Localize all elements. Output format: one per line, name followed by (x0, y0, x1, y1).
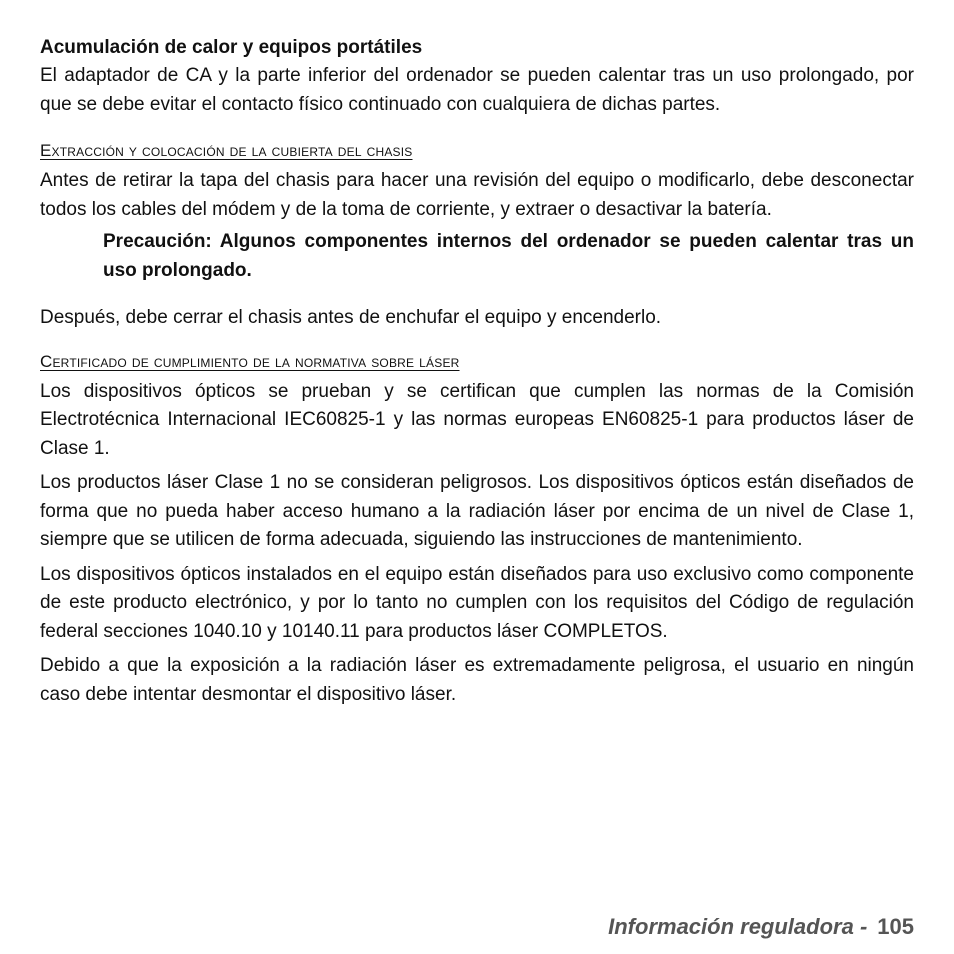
page-number: 105 (877, 914, 914, 939)
page-footer (608, 914, 914, 940)
laser-paragraph-2: Los productos láser Clase 1 no se consideran peligrosos. Los dispositivos ópticos están diseñados de forma que no pueda haber acceso humano a la radiación láser por encima de un nivel de Clase 1, siempre que se utilicen de forma adecuada, siguiendo las instrucciones de mantenimiento. (40, 472, 914, 550)
document-page (40, 34, 914, 709)
heat-heading: Acumulación de calor y equipos portátiles (40, 37, 423, 58)
heat-paragraph: El adaptador de CA y la parte inferior del ordenador se pueden calentar tras un uso prolongado, por que se debe evitar el contacto físico continuado con cualquiera de dichas partes. (40, 65, 914, 115)
laser-paragraph-4: Debido a que la exposición a la radiación láser es extremadamente peligrosa, el usuario en ningún caso debe intentar desmontar el dispositivo láser. (40, 655, 914, 705)
laser-paragraph-1: Los dispositivos ópticos se prueban y se certifican que cumplen las normas de la Comisión Electrotécnica Internacional IEC60825-1 y las normas europeas EN60825-1 para productos láser de Clase 1. (40, 380, 914, 459)
chassis-paragraph-1: Antes de retirar la tapa del chasis para hacer una revisión del equipo o modificarlo, debe desconectar todos los cables del módem y de la toma de corriente, y extraer o desactivar la batería. (40, 170, 914, 220)
footer-title: Información reguladora - (608, 914, 868, 939)
laser-paragraph-3: Los dispositivos ópticos instalados en el equipo están diseñados para uso exclusivo como componente de este producto electrónico, y por lo tanto no cumplen con los requisitos del Código de regulación federal secciones 1040.10 y 10140.11 para productos láser COMPLETOS. (40, 563, 914, 642)
chassis-paragraph-2: Después, debe cerrar el chasis antes de enchufar el equipo y encenderlo. (40, 307, 662, 328)
chassis-heading: Extracción y colocación de la cubierta del chasis (40, 141, 413, 160)
caution-note: Precaución: Algunos componentes internos del ordenador se pueden calentar tras un uso prolongado. (103, 231, 914, 281)
laser-heading-wrap (40, 350, 914, 374)
laser-heading: Certificado de cumplimiento de la normativa sobre láser (40, 351, 460, 371)
chassis-heading-wrap (40, 139, 914, 163)
